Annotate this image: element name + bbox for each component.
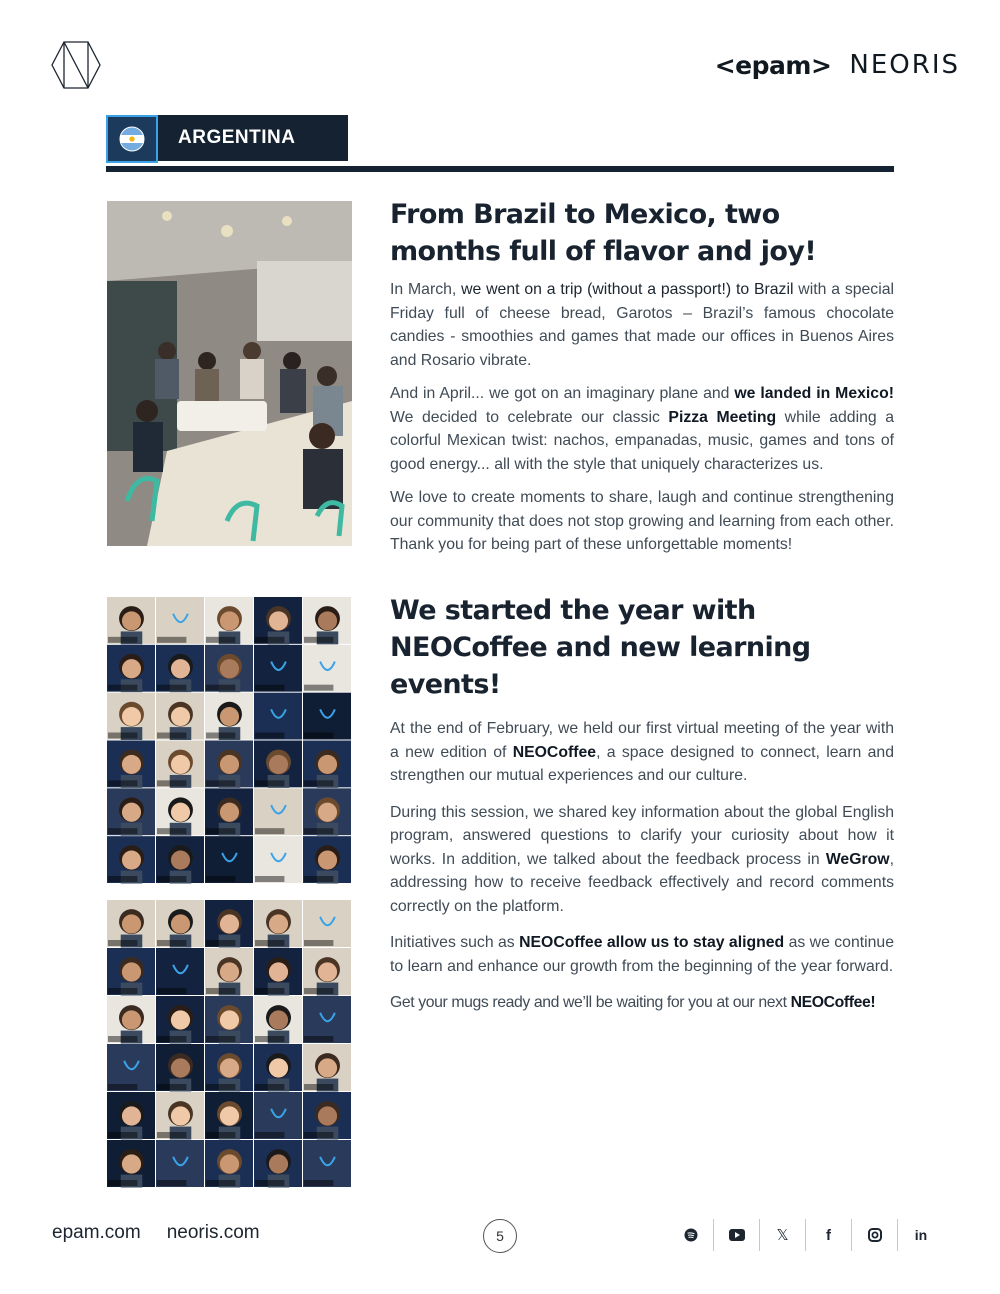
article2-paragraph-4: Get your mugs ready and we’ll be waiting for you at our next NEOCoffee! [390,994,876,1011]
footer-links [52,1222,260,1244]
x-icon[interactable]: 𝕏 [760,1219,806,1251]
argentina-flag-icon [106,115,158,163]
section-divider [106,166,894,172]
neoris-link[interactable]: neoris.com [166,1222,260,1243]
country-tag [106,115,348,163]
article2-title: We started the year with NEOCoffee and new learning events! [390,595,811,700]
article1-paragraph-1: In March, we went on a trip (without a passport!) to Brazil with a special Friday full of cheese bread, Garotos – Brazil’s famous chocolate candies - smoothies and games that made our offices in Buenos Aires and Rosario vibrate. [390,281,895,369]
country-label: ARGENTINA [158,115,348,161]
article2-paragraph-3: Initiatives such as NEOCoffee allow us to stay aligned as we continue to learn and enhance our growth from the beginning of the year forward. [390,934,894,975]
video-call-photo-1 [107,597,352,884]
video-call-photo-2 [107,900,352,1188]
article-neocoffee [390,592,894,1015]
neoris-logo-icon [50,40,102,90]
page-number: 5 [483,1219,517,1253]
brand-logos [715,50,960,80]
facebook-icon[interactable]: f [806,1219,852,1251]
article1-paragraph-3: We love to create moments to share, laugh and continue strengthening our community that does not stop growing and learning from each other. Thank you for being part of these unforgettable moments! [390,489,894,553]
instagram-icon[interactable] [852,1219,898,1251]
youtube-icon[interactable] [714,1219,760,1251]
social-links [668,1219,944,1251]
epam-logo: <epam> [714,50,832,80]
article1-title: From Brazil to Mexico, two months full of flavor and joy! [390,199,817,267]
article-brazil-mexico [390,196,894,557]
spotify-icon[interactable] [668,1219,714,1251]
linkedin-icon[interactable]: in [914,1227,928,1243]
office-party-photo [107,201,352,546]
epam-link[interactable]: epam.com [52,1222,141,1243]
article1-paragraph-2: And in April... we got on an imaginary plane and we landed in Mexico! We decided to celebrate our classic Pizza Meeting while adding a colorful Mexican twist: nachos, empanadas, music, games and tons of good energy... all with the style that uniquely characterizes us. [390,385,894,473]
article2-paragraph-1: At the end of February, we held our first virtual meeting of the year with a new edition of NEOCoffee, a space designed to connect, learn and strengthen our mutual experiences and our culture. [390,720,894,784]
neoris-logo: NEORIS [849,50,960,80]
article2-paragraph-2: During this session, we shared key information about the global English program, answered questions to clarify your curiosity about how it works. In addition, we talked about the feedback process in WeGrow, addressing how to receive feedback effectively and record comments correctly on the platform. [390,803,894,915]
